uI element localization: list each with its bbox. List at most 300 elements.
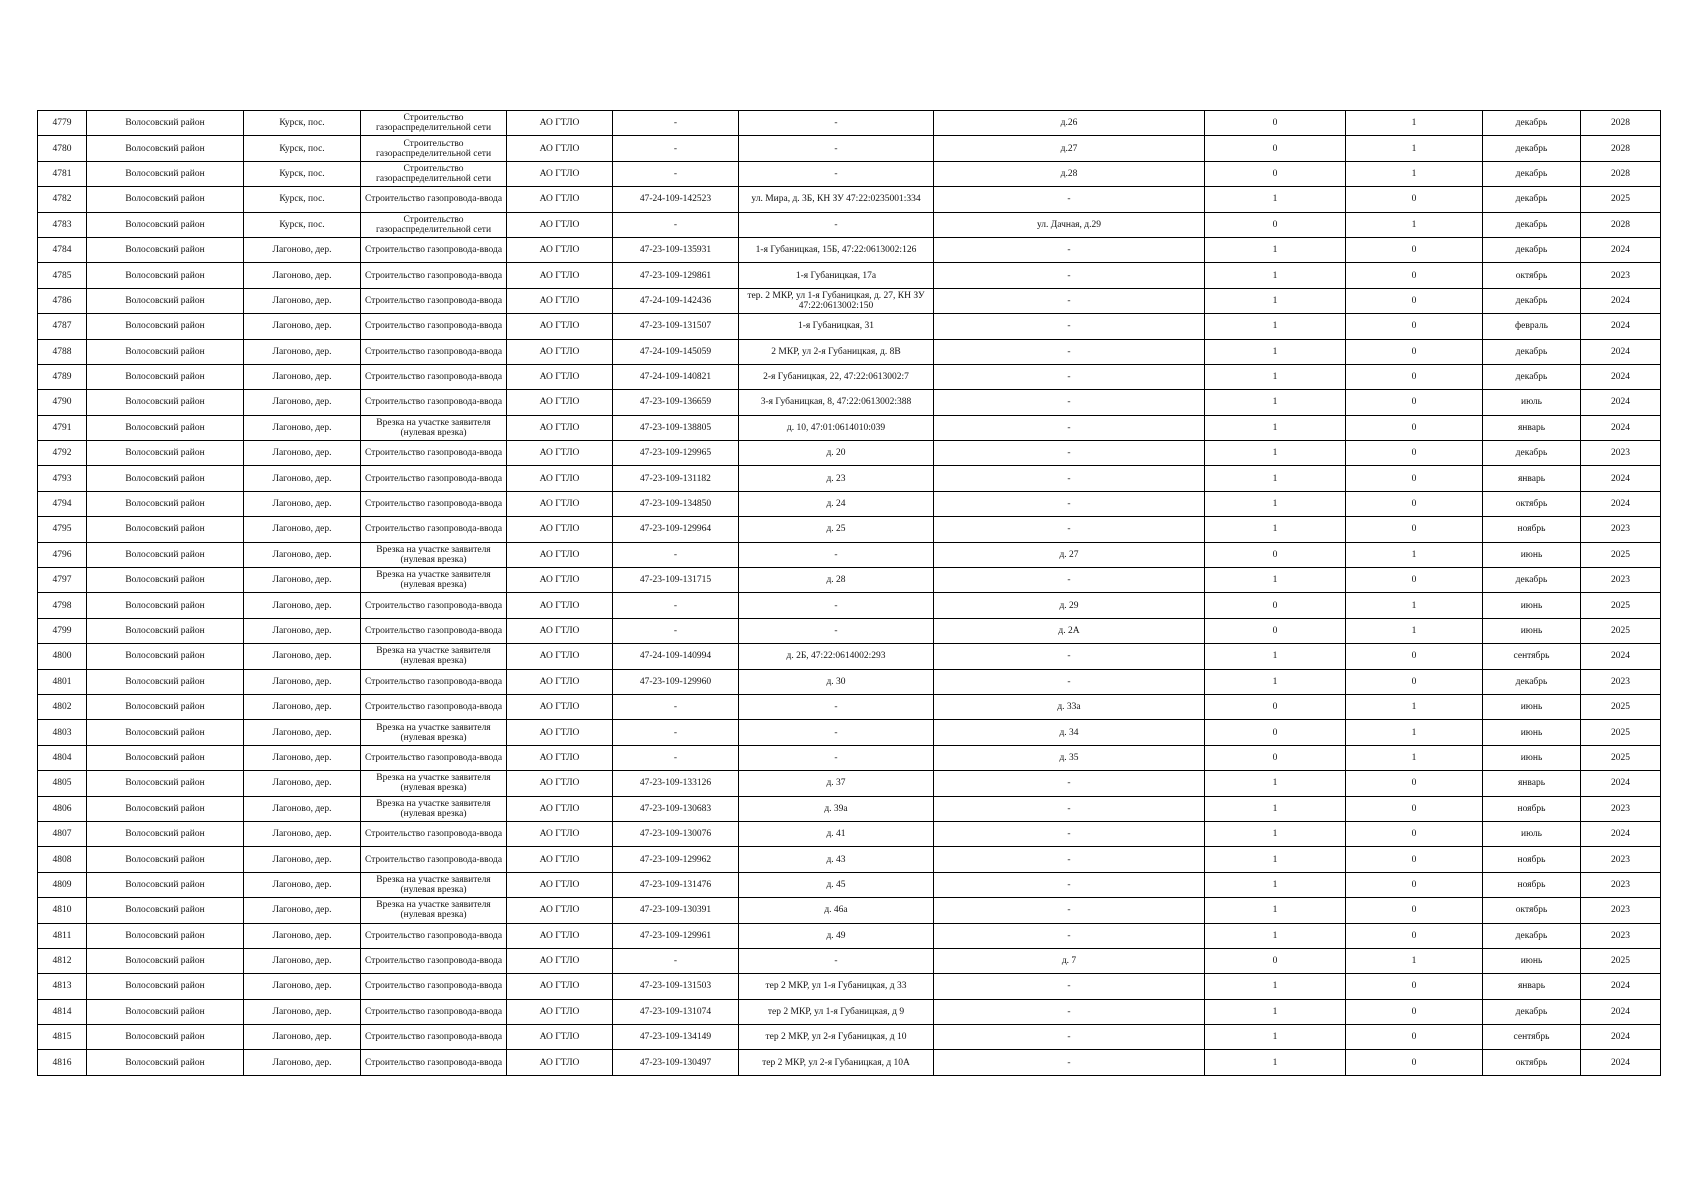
count-a-cell: 1 — [1205, 339, 1346, 364]
application-number-cell: 47-23-109-130076 — [613, 821, 739, 846]
table-row — [38, 1050, 1661, 1075]
count-b-cell: 0 — [1346, 187, 1483, 212]
month-cell: декабрь — [1483, 441, 1581, 466]
work-type-cell: Строительство газопровода-ввода — [361, 187, 507, 212]
work-type-cell: Врезка на участке заявителя (нулевая врезка) — [361, 568, 507, 593]
row-number: 4808 — [38, 847, 87, 872]
count-b-cell: 0 — [1346, 288, 1483, 313]
year-cell: 2025 — [1581, 745, 1661, 770]
organization-cell: АО ГТЛО — [507, 542, 613, 567]
count-a-cell: 1 — [1205, 974, 1346, 999]
district-cell: Волосовский район — [87, 872, 244, 897]
month-cell: октябрь — [1483, 898, 1581, 923]
year-cell: 2023 — [1581, 796, 1661, 821]
row-number: 4779 — [38, 111, 87, 136]
district-cell: Волосовский район — [87, 644, 244, 669]
work-type-cell: Строительство газопровода-ввода — [361, 314, 507, 339]
work-type-cell: Врезка на участке заявителя (нулевая врезка) — [361, 644, 507, 669]
count-b-cell: 0 — [1346, 898, 1483, 923]
count-b-cell: 0 — [1346, 441, 1483, 466]
table-row — [38, 415, 1661, 440]
address-cell: - — [739, 542, 934, 567]
address-cell: д. 20 — [739, 441, 934, 466]
work-type-cell: Строительство газораспределительной сети — [361, 136, 507, 161]
settlement-cell: Лагоново, дер. — [244, 948, 361, 973]
count-a-cell: 1 — [1205, 821, 1346, 846]
house-cell: - — [934, 491, 1205, 516]
table-row — [38, 187, 1661, 212]
table-row — [38, 999, 1661, 1024]
settlement-cell: Лагоново, дер. — [244, 644, 361, 669]
organization-cell: АО ГТЛО — [507, 339, 613, 364]
settlement-cell: Лагоново, дер. — [244, 314, 361, 339]
settlement-cell: Курск, пос. — [244, 136, 361, 161]
work-type-cell: Врезка на участке заявителя (нулевая врезка) — [361, 872, 507, 897]
count-b-cell: 0 — [1346, 872, 1483, 897]
count-b-cell: 0 — [1346, 974, 1483, 999]
address-cell: 2 МКР, ул 2-я Губаницкая, д. 8В — [739, 339, 934, 364]
year-cell: 2023 — [1581, 872, 1661, 897]
count-a-cell: 1 — [1205, 1025, 1346, 1050]
table-row — [38, 720, 1661, 745]
row-number: 4793 — [38, 466, 87, 491]
work-type-cell: Строительство газопровода-ввода — [361, 974, 507, 999]
district-cell: Волосовский район — [87, 847, 244, 872]
year-cell: 2028 — [1581, 161, 1661, 186]
house-cell: - — [934, 974, 1205, 999]
table-row — [38, 136, 1661, 161]
organization-cell: АО ГТЛО — [507, 694, 613, 719]
table-row — [38, 821, 1661, 846]
settlement-cell: Курск, пос. — [244, 111, 361, 136]
house-cell: - — [934, 263, 1205, 288]
work-type-cell: Строительство газопровода-ввода — [361, 593, 507, 618]
table-row — [38, 974, 1661, 999]
count-a-cell: 1 — [1205, 923, 1346, 948]
organization-cell: АО ГТЛО — [507, 161, 613, 186]
count-b-cell: 0 — [1346, 364, 1483, 389]
count-b-cell: 1 — [1346, 618, 1483, 643]
settlement-cell: Лагоново, дер. — [244, 441, 361, 466]
work-type-cell: Строительство газопровода-ввода — [361, 441, 507, 466]
district-cell: Волосовский район — [87, 821, 244, 846]
organization-cell: АО ГТЛО — [507, 390, 613, 415]
count-a-cell: 0 — [1205, 111, 1346, 136]
house-cell: д. 2А — [934, 618, 1205, 643]
organization-cell: АО ГТЛО — [507, 288, 613, 313]
count-b-cell: 0 — [1346, 821, 1483, 846]
application-number-cell: - — [613, 694, 739, 719]
settlement-cell: Лагоново, дер. — [244, 237, 361, 262]
application-number-cell: - — [613, 720, 739, 745]
district-cell: Волосовский район — [87, 948, 244, 973]
address-cell: - — [739, 136, 934, 161]
address-cell: д. 43 — [739, 847, 934, 872]
district-cell: Волосовский район — [87, 339, 244, 364]
address-cell: ул. Мира, д. 3Б, КН ЗУ 47:22:0235001:334 — [739, 187, 934, 212]
work-type-cell: Врезка на участке заявителя (нулевая врезка) — [361, 898, 507, 923]
application-number-cell: - — [613, 745, 739, 770]
settlement-cell: Лагоново, дер. — [244, 669, 361, 694]
count-b-cell: 0 — [1346, 923, 1483, 948]
year-cell: 2024 — [1581, 364, 1661, 389]
work-type-cell: Врезка на участке заявителя (нулевая врезка) — [361, 542, 507, 567]
organization-cell: АО ГТЛО — [507, 593, 613, 618]
row-number: 4788 — [38, 339, 87, 364]
district-cell: Волосовский район — [87, 161, 244, 186]
settlement-cell: Лагоново, дер. — [244, 593, 361, 618]
count-a-cell: 1 — [1205, 1050, 1346, 1075]
count-a-cell: 1 — [1205, 390, 1346, 415]
organization-cell: АО ГТЛО — [507, 491, 613, 516]
address-cell: - — [739, 593, 934, 618]
address-cell: 1-я Губаницкая, 31 — [739, 314, 934, 339]
district-cell: Волосовский район — [87, 796, 244, 821]
work-type-cell: Строительство газопровода-ввода — [361, 948, 507, 973]
row-number: 4800 — [38, 644, 87, 669]
count-a-cell: 1 — [1205, 314, 1346, 339]
settlement-cell: Лагоново, дер. — [244, 694, 361, 719]
count-b-cell: 1 — [1346, 694, 1483, 719]
house-cell: - — [934, 796, 1205, 821]
house-cell: д. 34 — [934, 720, 1205, 745]
month-cell: октябрь — [1483, 491, 1581, 516]
work-type-cell: Строительство газораспределительной сети — [361, 212, 507, 237]
address-cell: д. 28 — [739, 568, 934, 593]
settlement-cell: Лагоново, дер. — [244, 796, 361, 821]
row-number: 4784 — [38, 237, 87, 262]
district-cell: Волосовский район — [87, 390, 244, 415]
count-b-cell: 1 — [1346, 542, 1483, 567]
count-b-cell: 0 — [1346, 568, 1483, 593]
count-a-cell: 1 — [1205, 847, 1346, 872]
settlement-cell: Лагоново, дер. — [244, 1050, 361, 1075]
district-cell: Волосовский район — [87, 237, 244, 262]
month-cell: июль — [1483, 390, 1581, 415]
district-cell: Волосовский район — [87, 314, 244, 339]
count-b-cell: 0 — [1346, 999, 1483, 1024]
year-cell: 2024 — [1581, 1025, 1661, 1050]
address-cell: 3-я Губаницкая, 8, 47:22:0613002:388 — [739, 390, 934, 415]
year-cell: 2025 — [1581, 720, 1661, 745]
application-number-cell: - — [613, 212, 739, 237]
application-number-cell: 47-24-109-140821 — [613, 364, 739, 389]
month-cell: сентябрь — [1483, 644, 1581, 669]
house-cell: - — [934, 923, 1205, 948]
row-number: 4805 — [38, 771, 87, 796]
table-row — [38, 745, 1661, 770]
settlement-cell: Лагоново, дер. — [244, 364, 361, 389]
house-cell: - — [934, 441, 1205, 466]
address-cell: д. 46а — [739, 898, 934, 923]
year-cell: 2024 — [1581, 314, 1661, 339]
district-cell: Волосовский район — [87, 263, 244, 288]
house-cell: д.28 — [934, 161, 1205, 186]
month-cell: ноябрь — [1483, 796, 1581, 821]
month-cell: декабрь — [1483, 288, 1581, 313]
organization-cell: АО ГТЛО — [507, 771, 613, 796]
organization-cell: АО ГТЛО — [507, 237, 613, 262]
application-number-cell: 47-23-109-134850 — [613, 491, 739, 516]
year-cell: 2025 — [1581, 618, 1661, 643]
row-number: 4807 — [38, 821, 87, 846]
row-number: 4798 — [38, 593, 87, 618]
year-cell: 2024 — [1581, 288, 1661, 313]
settlement-cell: Лагоново, дер. — [244, 771, 361, 796]
application-number-cell: 47-23-109-135931 — [613, 237, 739, 262]
table-row — [38, 568, 1661, 593]
row-number: 4813 — [38, 974, 87, 999]
month-cell: февраль — [1483, 314, 1581, 339]
count-a-cell: 1 — [1205, 771, 1346, 796]
month-cell: октябрь — [1483, 263, 1581, 288]
application-number-cell: 47-23-109-131715 — [613, 568, 739, 593]
table-row — [38, 491, 1661, 516]
work-type-cell: Строительство газопровода-ввода — [361, 390, 507, 415]
organization-cell: АО ГТЛО — [507, 212, 613, 237]
work-type-cell: Строительство газопровода-ввода — [361, 491, 507, 516]
settlement-cell: Лагоново, дер. — [244, 720, 361, 745]
year-cell: 2025 — [1581, 593, 1661, 618]
house-cell: - — [934, 187, 1205, 212]
month-cell: декабрь — [1483, 669, 1581, 694]
table-row — [38, 111, 1661, 136]
application-number-cell: - — [613, 161, 739, 186]
table-body — [38, 111, 1661, 1076]
organization-cell: АО ГТЛО — [507, 948, 613, 973]
house-cell: - — [934, 568, 1205, 593]
address-cell: д. 49 — [739, 923, 934, 948]
application-number-cell: 47-23-109-129962 — [613, 847, 739, 872]
data-table — [37, 110, 1661, 1076]
district-cell: Волосовский район — [87, 212, 244, 237]
table-row — [38, 644, 1661, 669]
year-cell: 2025 — [1581, 694, 1661, 719]
table-row — [38, 847, 1661, 872]
settlement-cell: Лагоново, дер. — [244, 898, 361, 923]
organization-cell: АО ГТЛО — [507, 364, 613, 389]
house-cell: д. 7 — [934, 948, 1205, 973]
row-number: 4796 — [38, 542, 87, 567]
row-number: 4816 — [38, 1050, 87, 1075]
house-cell: - — [934, 999, 1205, 1024]
house-cell: - — [934, 821, 1205, 846]
count-b-cell: 1 — [1346, 212, 1483, 237]
work-type-cell: Врезка на участке заявителя (нулевая врезка) — [361, 771, 507, 796]
count-a-cell: 1 — [1205, 288, 1346, 313]
year-cell: 2023 — [1581, 517, 1661, 542]
application-number-cell: 47-24-109-142523 — [613, 187, 739, 212]
district-cell: Волосовский район — [87, 593, 244, 618]
count-b-cell: 0 — [1346, 491, 1483, 516]
settlement-cell: Лагоново, дер. — [244, 390, 361, 415]
year-cell: 2024 — [1581, 1050, 1661, 1075]
application-number-cell: 47-24-109-145059 — [613, 339, 739, 364]
house-cell: - — [934, 898, 1205, 923]
organization-cell: АО ГТЛО — [507, 821, 613, 846]
settlement-cell: Лагоново, дер. — [244, 745, 361, 770]
count-b-cell: 0 — [1346, 314, 1483, 339]
house-cell: - — [934, 1050, 1205, 1075]
address-cell: тер 2 МКР, ул 2-я Губаницкая, д 10 — [739, 1025, 934, 1050]
house-cell: - — [934, 847, 1205, 872]
table-row — [38, 898, 1661, 923]
month-cell: октябрь — [1483, 1050, 1581, 1075]
district-cell: Волосовский район — [87, 466, 244, 491]
address-cell: д. 10, 47:01:0614010:039 — [739, 415, 934, 440]
address-cell: д. 41 — [739, 821, 934, 846]
count-a-cell: 1 — [1205, 237, 1346, 262]
table-row — [38, 212, 1661, 237]
month-cell: июнь — [1483, 948, 1581, 973]
count-b-cell: 0 — [1346, 1025, 1483, 1050]
month-cell: ноябрь — [1483, 872, 1581, 897]
year-cell: 2023 — [1581, 923, 1661, 948]
house-cell: д. 27 — [934, 542, 1205, 567]
row-number: 4794 — [38, 491, 87, 516]
organization-cell: АО ГТЛО — [507, 314, 613, 339]
settlement-cell: Лагоново, дер. — [244, 542, 361, 567]
application-number-cell: 47-23-109-131507 — [613, 314, 739, 339]
application-number-cell: 47-23-109-138805 — [613, 415, 739, 440]
district-cell: Волосовский район — [87, 364, 244, 389]
address-cell: тер 2 МКР, ул 2-я Губаницкая, д 10А — [739, 1050, 934, 1075]
application-number-cell: 47-23-109-130497 — [613, 1050, 739, 1075]
count-a-cell: 1 — [1205, 796, 1346, 821]
address-cell: 1-я Губаницкая, 15Б, 47:22:0613002:126 — [739, 237, 934, 262]
month-cell: январь — [1483, 974, 1581, 999]
month-cell: июнь — [1483, 593, 1581, 618]
address-cell: - — [739, 694, 934, 719]
year-cell: 2023 — [1581, 847, 1661, 872]
settlement-cell: Лагоново, дер. — [244, 923, 361, 948]
address-cell: тер 2 МКР, ул 1-я Губаницкая, д 9 — [739, 999, 934, 1024]
settlement-cell: Лагоново, дер. — [244, 618, 361, 643]
address-cell: д. 45 — [739, 872, 934, 897]
count-a-cell: 1 — [1205, 999, 1346, 1024]
year-cell: 2024 — [1581, 390, 1661, 415]
month-cell: июнь — [1483, 720, 1581, 745]
table-row — [38, 694, 1661, 719]
count-a-cell: 0 — [1205, 948, 1346, 973]
row-number: 4783 — [38, 212, 87, 237]
settlement-cell: Лагоново, дер. — [244, 872, 361, 897]
house-cell: д. 35 — [934, 745, 1205, 770]
year-cell: 2023 — [1581, 669, 1661, 694]
address-cell: - — [739, 212, 934, 237]
address-cell: д. 39а — [739, 796, 934, 821]
row-number: 4815 — [38, 1025, 87, 1050]
district-cell: Волосовский район — [87, 568, 244, 593]
organization-cell: АО ГТЛО — [507, 568, 613, 593]
organization-cell: АО ГТЛО — [507, 796, 613, 821]
month-cell: январь — [1483, 771, 1581, 796]
year-cell: 2024 — [1581, 466, 1661, 491]
application-number-cell: - — [613, 542, 739, 567]
month-cell: ноябрь — [1483, 517, 1581, 542]
organization-cell: АО ГТЛО — [507, 923, 613, 948]
row-number: 4801 — [38, 669, 87, 694]
address-cell: - — [739, 618, 934, 643]
work-type-cell: Строительство газопровода-ввода — [361, 1050, 507, 1075]
row-number: 4791 — [38, 415, 87, 440]
month-cell: декабрь — [1483, 339, 1581, 364]
count-b-cell: 0 — [1346, 237, 1483, 262]
count-a-cell: 0 — [1205, 694, 1346, 719]
row-number: 4810 — [38, 898, 87, 923]
row-number: 4785 — [38, 263, 87, 288]
house-cell: - — [934, 644, 1205, 669]
work-type-cell: Строительство газопровода-ввода — [361, 517, 507, 542]
application-number-cell: 47-23-109-136659 — [613, 390, 739, 415]
address-cell: тер. 2 МКР, ул 1-я Губаницкая, д. 27, КН ЗУ 47:22:0613002:150 — [739, 288, 934, 313]
settlement-cell: Лагоново, дер. — [244, 339, 361, 364]
settlement-cell: Лагоново, дер. — [244, 288, 361, 313]
count-b-cell: 0 — [1346, 796, 1483, 821]
settlement-cell: Лагоново, дер. — [244, 263, 361, 288]
row-number: 4804 — [38, 745, 87, 770]
table-row — [38, 872, 1661, 897]
count-b-cell: 1 — [1346, 948, 1483, 973]
month-cell: декабрь — [1483, 111, 1581, 136]
district-cell: Волосовский район — [87, 898, 244, 923]
organization-cell: АО ГТЛО — [507, 898, 613, 923]
district-cell: Волосовский район — [87, 771, 244, 796]
count-a-cell: 0 — [1205, 745, 1346, 770]
count-b-cell: 1 — [1346, 720, 1483, 745]
table-row — [38, 948, 1661, 973]
row-number: 4781 — [38, 161, 87, 186]
settlement-cell: Лагоново, дер. — [244, 517, 361, 542]
count-b-cell: 0 — [1346, 1050, 1483, 1075]
count-b-cell: 0 — [1346, 517, 1483, 542]
application-number-cell: - — [613, 136, 739, 161]
year-cell: 2024 — [1581, 339, 1661, 364]
application-number-cell: - — [613, 593, 739, 618]
work-type-cell: Строительство газопровода-ввода — [361, 999, 507, 1024]
district-cell: Волосовский район — [87, 999, 244, 1024]
year-cell: 2023 — [1581, 568, 1661, 593]
application-number-cell: 47-24-109-140994 — [613, 644, 739, 669]
year-cell: 2028 — [1581, 136, 1661, 161]
work-type-cell: Строительство газопровода-ввода — [361, 1025, 507, 1050]
organization-cell: АО ГТЛО — [507, 974, 613, 999]
row-number: 4786 — [38, 288, 87, 313]
address-cell: д. 24 — [739, 491, 934, 516]
table-row — [38, 441, 1661, 466]
count-a-cell: 0 — [1205, 542, 1346, 567]
settlement-cell: Курск, пос. — [244, 212, 361, 237]
count-b-cell: 0 — [1346, 339, 1483, 364]
organization-cell: АО ГТЛО — [507, 999, 613, 1024]
row-number: 4812 — [38, 948, 87, 973]
house-cell: - — [934, 288, 1205, 313]
address-cell: 1-я Губаницкая, 17а — [739, 263, 934, 288]
month-cell: июнь — [1483, 745, 1581, 770]
month-cell: декабрь — [1483, 923, 1581, 948]
house-cell: - — [934, 415, 1205, 440]
year-cell: 2023 — [1581, 898, 1661, 923]
application-number-cell: 47-23-109-133126 — [613, 771, 739, 796]
count-a-cell: 1 — [1205, 187, 1346, 212]
work-type-cell: Строительство газораспределительной сети — [361, 161, 507, 186]
row-number: 4811 — [38, 923, 87, 948]
application-number-cell: - — [613, 111, 739, 136]
work-type-cell: Строительство газопровода-ввода — [361, 669, 507, 694]
month-cell: июль — [1483, 821, 1581, 846]
address-cell: - — [739, 111, 934, 136]
house-cell: - — [934, 314, 1205, 339]
